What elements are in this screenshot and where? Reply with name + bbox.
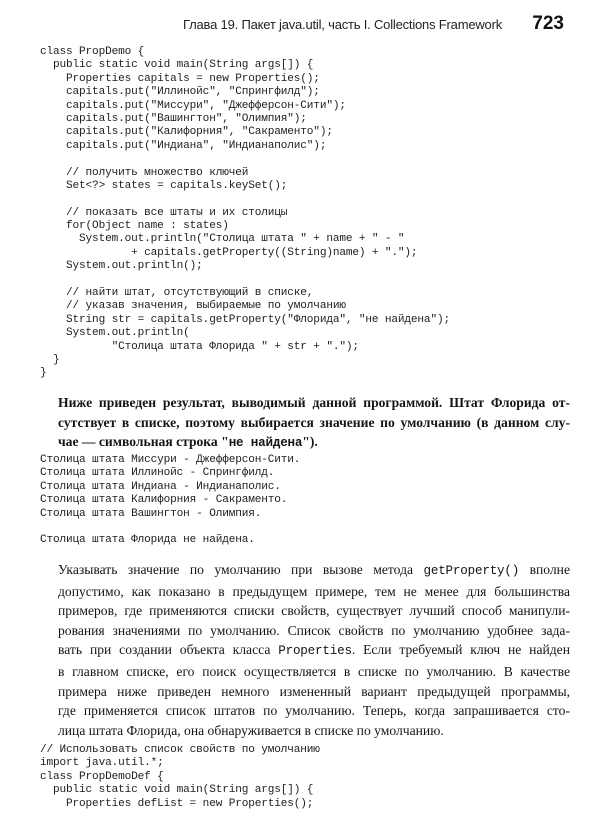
code-line: Set<?> states = capitals.keySet();	[40, 179, 288, 192]
code-line: public static void main(String args[]) {	[40, 59, 314, 72]
code-line: System.out.println("Столица штата " + name + " - "	[40, 233, 405, 246]
text-fragment: . Если требуемый ключ не найден	[351, 642, 570, 658]
program-output	[40, 454, 300, 548]
paragraph-line: Ниже приведен результат, выводимый данной программой. Штат Флорида от-	[58, 395, 570, 410]
code-line: // найти штат, отсутствующий в списке,	[40, 287, 314, 300]
code-line: }	[40, 367, 47, 380]
paragraph-line: примера ниже приведен немного измененный вариант предыдущей программы,	[58, 683, 570, 699]
code-line: capitals.put("Иллинойс", "Спрингфилд");	[40, 86, 320, 99]
output-line: Столица штата Иллинойс - Спрингфилд.	[40, 467, 275, 480]
code-line: capitals.put("Калифорния", "Сакраменто");	[40, 126, 333, 139]
paragraph-line	[58, 560, 570, 582]
text-fragment: вполне	[519, 562, 570, 577]
code-line	[40, 193, 450, 206]
code-line: System.out.println(	[40, 327, 190, 340]
code-line: Properties defList = new Properties();	[40, 797, 314, 810]
paragraph-line: допустимо, как показано в предыдущем примере, тем не менее для большинства	[58, 583, 570, 599]
code-line: capitals.put("Индиана", "Индианаполис");	[40, 139, 327, 152]
paragraph-line: примеров, где применяются списки свойств, существует лучший способ манипули-	[58, 603, 570, 619]
paragraph-line: рования значениями по умолчанию. Список свойств по умолчанию удобнее зада-	[58, 622, 570, 638]
inline-code: Properties	[278, 644, 352, 659]
text-fragment: чае — символьная строка "	[58, 434, 229, 450]
paragraph-default-list	[58, 560, 570, 740]
paragraph-line	[58, 432, 570, 454]
code-line	[40, 153, 450, 166]
code-line: public static void main(String args[]) {	[40, 784, 314, 797]
paragraph-result-description	[58, 393, 570, 454]
chapter-title: Глава 19. Пакет java.util, часть I. Collections Framework	[183, 17, 502, 32]
paragraph-line: лица штата Флорида, она обнаруживается в списке по умолчанию.	[58, 722, 444, 738]
code-line: import java.util.*;	[40, 757, 164, 770]
text-fragment: ").	[302, 434, 318, 450]
code-line: "Столица штата Флорида " + str + ".");	[40, 340, 359, 353]
output-line: Столица штата Миссури - Джефферсон-Сити.	[40, 454, 301, 466]
paragraph-line: в главном списке, его поиск осуществляется в списке по умолчанию. В качестве	[58, 663, 570, 679]
page-number: 723	[532, 13, 564, 34]
code-line: capitals.put("Вашингтон", "Олимпия");	[40, 112, 307, 125]
inline-code: не найдена	[228, 436, 303, 451]
code-line: }	[40, 353, 60, 366]
code-line	[40, 274, 450, 287]
output-line: Столица штата Вашингтон - Олимпия.	[40, 507, 262, 520]
code-line: for(Object name : states)	[40, 220, 229, 233]
text-fragment: Указывать значение по умолчанию при вызове метода	[58, 562, 424, 577]
paragraph-line: где применяется список штатов по умолчанию. Теперь, когда запрашивается сто-	[58, 703, 570, 719]
output-line	[40, 521, 300, 534]
code-line: // Использовать список свойств по умолчанию	[40, 744, 320, 756]
code-line: // получить множество ключей	[40, 166, 249, 179]
inline-code: getProperty()	[423, 564, 520, 578]
code-line: String str = capitals.getProperty("Флорида", "не найдена");	[40, 313, 450, 326]
code-line: // указав значения, выбираемые по умолчанию	[40, 300, 346, 313]
text-fragment: вать при создании объекта класса	[58, 642, 279, 658]
code-listing-propdemodef	[40, 744, 320, 811]
code-line: capitals.put("Миссури", "Джефферсон-Сити");	[40, 99, 346, 112]
code-line: // показать все штаты и их столицы	[40, 206, 288, 219]
page-header	[40, 14, 564, 36]
output-line: Столица штата Индиана - Индианаполис.	[40, 480, 281, 493]
output-line: Столица штата Флорида не найдена.	[40, 534, 255, 547]
code-line: System.out.println();	[40, 260, 203, 273]
code-line: class PropDemo {	[40, 46, 145, 58]
paragraph-line: сутствует в списке, поэтому выбирается значение по умолчанию (в данном слу-	[58, 414, 570, 430]
paragraph-line	[58, 640, 570, 662]
output-line: Столица штата Калифорния - Сакраменто.	[40, 494, 288, 507]
code-line: + capitals.getProperty((String)name) + ".");	[40, 246, 418, 259]
code-listing-propdemo	[40, 46, 450, 381]
code-line: Properties capitals = new Properties();	[40, 72, 320, 85]
code-line: class PropDemoDef {	[40, 770, 164, 783]
